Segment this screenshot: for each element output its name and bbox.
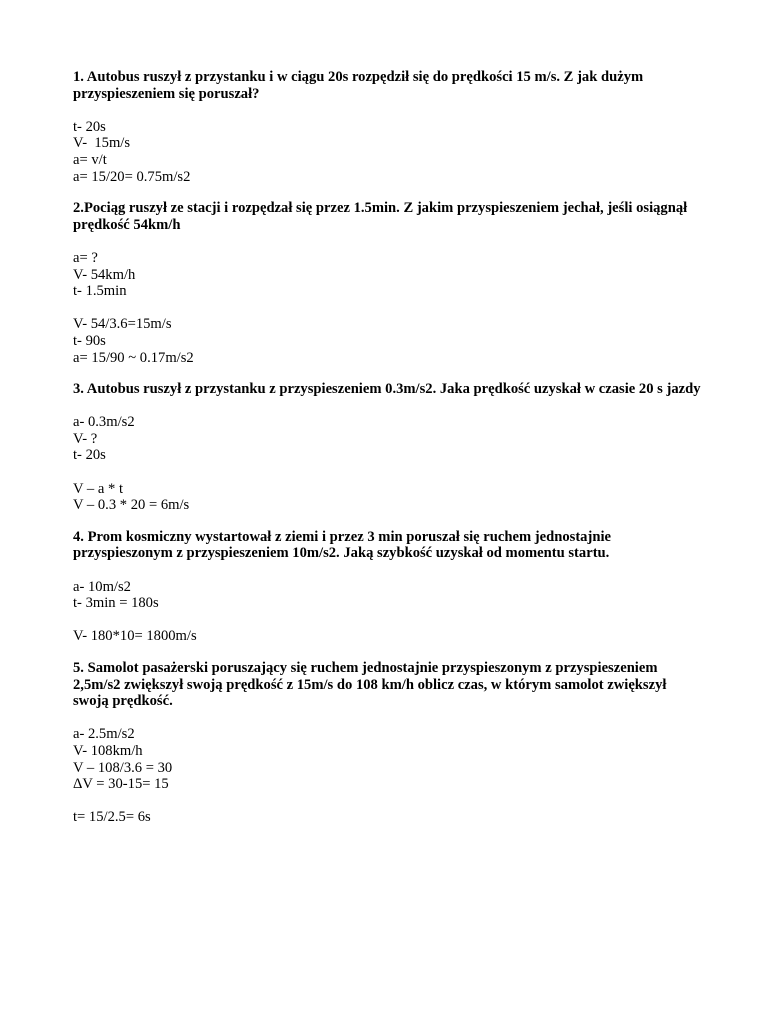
solution-line: a- 0.3m/s2 — [73, 414, 135, 431]
solution-lines — [73, 250, 701, 366]
solution-line: t- 20s — [73, 118, 106, 135]
solution-line: a= 15/90 ~ 0.17m/s2 — [73, 349, 194, 366]
solution-line: V- 54km/h — [73, 266, 136, 283]
problem-list — [73, 69, 701, 826]
solution-line: V- 180*10= 1800m/s — [73, 628, 197, 645]
solution-line: t= 15/2.5= 6s — [73, 809, 151, 826]
solution-lines — [73, 726, 701, 826]
solution-line: V – 0.3 * 20 = 6m/s — [73, 497, 190, 514]
solution-line: ΔV = 30-15= 15 — [73, 776, 169, 793]
solution-line: V- ? — [73, 430, 98, 447]
solution-line: V- 54/3.6=15m/s — [73, 316, 172, 333]
solution-line: a= 15/20= 0.75m/s2 — [73, 168, 191, 185]
solution-line: t- 1.5min — [73, 283, 127, 300]
solution-line: a- 2.5m/s2 — [73, 726, 135, 743]
solution-line: V- 15m/s — [73, 135, 131, 152]
problem-question: 5. Samolot pasażerski poruszający się ruchem jednostajnie przyspieszonym z przyspieszeniem 2,5m/s2 zwiększył swoją prędkość z 15m/s do 108 km/h oblicz czas, w którym samolot zwiększył swoją prędkość. — [73, 660, 667, 710]
problem-question: 4. Prom kosmiczny wystartował z ziemi i przez 3 min poruszał się ruchem jednostajnie przyspieszonym z przyspieszeniem 10m/s2. Jaką szybkość uzyskał od momentu startu. — [73, 528, 611, 562]
problem-3 — [73, 381, 701, 514]
solution-line: a- 10m/s2 — [73, 578, 131, 595]
problem-question: 2.Pociąg ruszył ze stacji i rozpędzał się przez 1.5min. Z jakim przyspieszeniem jechał, jeśli osiągnął prędkość 54km/h — [73, 200, 688, 233]
solution-line: t- 20s — [73, 447, 106, 464]
solution-line: V – 108/3.6 = 30 — [73, 759, 173, 776]
blank-line — [73, 464, 701, 481]
problem-5 — [73, 660, 701, 826]
solution-lines — [73, 414, 701, 514]
solution-lines — [73, 119, 701, 185]
solution-line: t- 3min = 180s — [73, 595, 159, 612]
problem-4 — [73, 529, 701, 645]
problem-2 — [73, 200, 701, 366]
solution-line: t- 90s — [73, 332, 106, 349]
blank-line — [73, 793, 701, 810]
solution-line: a= ? — [73, 249, 98, 266]
solution-line: V- 108km/h — [73, 742, 143, 759]
solution-line: V – a * t — [73, 480, 123, 497]
solution-lines — [73, 579, 701, 645]
document-page — [73, 69, 701, 841]
solution-line: a= v/t — [73, 151, 107, 168]
blank-line — [73, 612, 701, 629]
problem-question: 3. Autobus ruszył z przystanku z przyspieszeniem 0.3m/s2. Jaka prędkość uzyskał w czasie 20 s jazdy — [73, 381, 701, 398]
blank-line — [73, 300, 701, 317]
problem-question: 1. Autobus ruszył z przystanku i w ciągu 20s rozpędził się do prędkości 15 m/s. Z jak dużym przyspieszeniem się poruszał? — [73, 69, 644, 102]
problem-1 — [73, 69, 701, 185]
